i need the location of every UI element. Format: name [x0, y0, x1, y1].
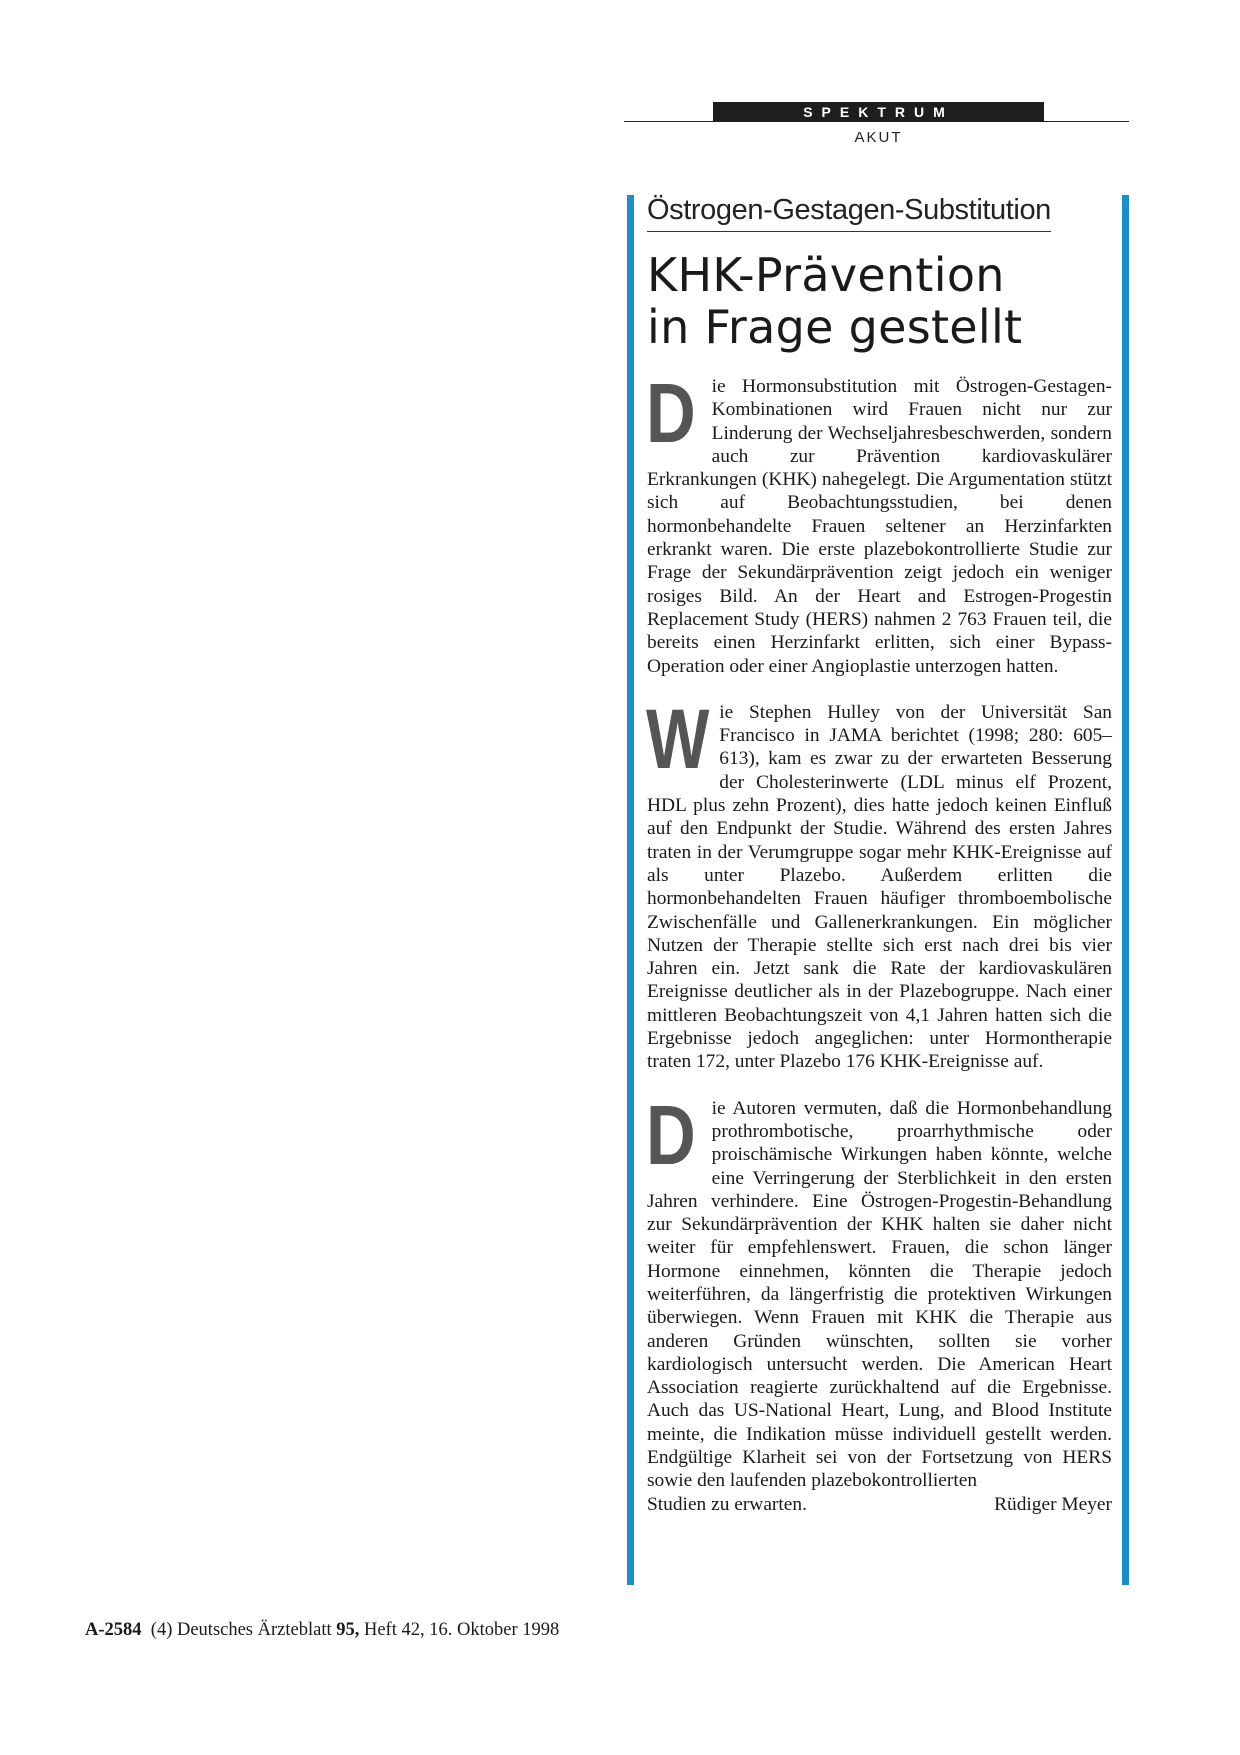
author-signature: Rüdiger Meyer — [994, 1493, 1112, 1515]
article-kicker: Östrogen-Gestagen-Substitution — [647, 193, 1051, 232]
headline-line-2: in Frage gestellt — [647, 300, 1023, 354]
dropcap: W — [646, 691, 710, 786]
dropcap: D — [646, 366, 696, 460]
issue-date: Heft 42, 16. Oktober 1998 — [363, 1620, 560, 1640]
section-label: SPEKTRUM — [713, 102, 1044, 122]
accent-bar-right — [1122, 195, 1129, 1585]
article-headline — [647, 249, 1112, 353]
paragraph-3 — [646, 1087, 1112, 1493]
issue-page: (4) Deutsches Ärzteblatt — [150, 1620, 332, 1640]
dropcap: D — [646, 1087, 696, 1182]
accent-bar-left — [627, 195, 634, 1585]
closing-line — [647, 1493, 1112, 1516]
paragraph-1 — [646, 366, 1112, 678]
headline-line-1: KHK-Prävention — [647, 248, 1005, 302]
paragraph-text: ie Autoren vermuten, daß die Hormonbehandlung prothrombotische, proarrhythmische oder proischämische Wirkungen haben könnte, welche eine Verringerung der Sterblichkeit in den ersten Jahren verhindere. Eine Östrogen-Progestin-Behandlung zur Sekundärprävention der KHK halten sie daher nicht weiter für empfehlenswert. Frauen, die schon länger Hormone einnehmen, könnten die Therapie jedoch weiterführen, da längerfristig die protektiven Wirkungen überwiegen. Wenn Frauen mit KHK die Therapie aus anderen Gründen wünschten, sollten sie vorher kardiologisch untersucht werden. Die American Heart Association reagierte zurückhaltend auf die Ergebnisse. Auch das US-National Heart, Lung, and Blood Institute meinte, die Indikation müsse individuell gestellt werden. Endgültige Klarheit sei von der Fortsetzung von HERS sowie den laufenden plazebokontrollierten — [647, 1097, 1112, 1492]
page-code: A-2584 — [85, 1620, 142, 1640]
paragraph-2 — [646, 691, 1112, 1074]
paragraph-text: ie Stephen Hulley von der Universität San Francisco in JAMA berichtet (1998; 280: 605–613), kam es zwar zu der erwarteten Besserung der Cholesterinwerte (LDL minus elf Prozent, HDL plus zehn Prozent), dies hatte jedoch keinen Einfluß auf den Endpunkt der Studie. Während des ersten Jahres traten in der Verumgruppe sogar mehr KHK-Ereignisse auf als unter Plazebo. Außerdem erlitten die hormonbehandelten Frauen häufiger thromboembolische Zwischenfälle und Gallenerkrankungen. Ein möglicher Nutzen der Therapie stellte sich erst nach drei bis vier Jahren ein. Jetzt sank die Rate der kardiovaskulären Ereignisse deutlicher als in der Plazebogruppe. Nach einer mittleren Beobachtungszeit von 4,1 Jahren hatten sich die Ergebnisse jedoch angeglichen: unter Hormontherapie traten 172, unter Plazebo 176 KHK-Ereignisse auf. — [647, 701, 1112, 1073]
volume-number: 95, — [336, 1620, 360, 1640]
paragraph-text: ie Hormonsubstitution mit Östrogen-Gestagen-Kombinationen wird Frauen nicht nur zur Linderung der Wechseljahresbeschwerden, sondern auch zur Prävention kardiovaskulärer Erkrankungen (KHK) nahegelegt. Die Argumentation stützt sich auf Beobachtungsstudien, bei denen hormonbehandelte Frauen seltener an Herzinfarkten erkrankt waren. Die erste plazebokontrollierte Studie zur Frage der Sekundärprävention zeigt jedoch ein weniger rosiges Bild. An der Heart and Estrogen-Progestin Replacement Study (HERS) nahmen 2 763 Frauen teil, die bereits einen Herzinfarkt erlitten, sich einer Bypass-Operation oder einer Angioplastie unterzogen hatten. — [647, 376, 1112, 677]
subsection-label: AKUT — [854, 129, 903, 146]
page-footer — [85, 1620, 559, 1641]
article — [647, 193, 1112, 1539]
paragraph-last-line: Studien zu erwarten. — [647, 1493, 807, 1515]
